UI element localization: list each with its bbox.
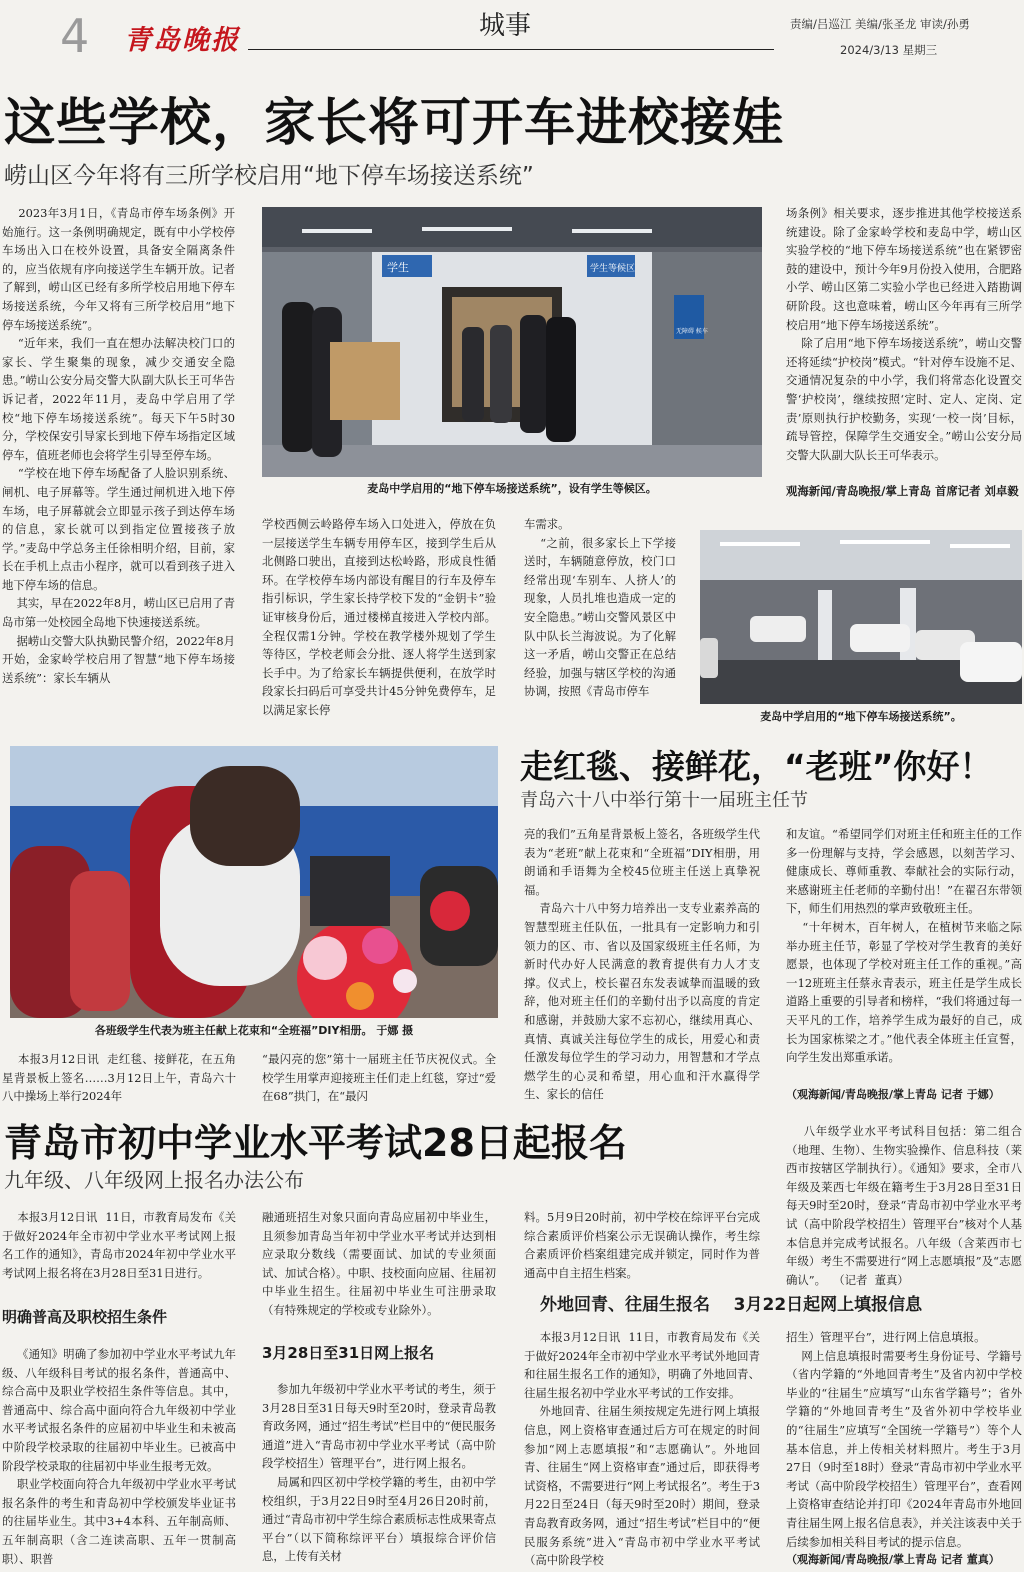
photo1-waiting-area — [262, 207, 762, 477]
photo1-sign-left: 学生 — [387, 261, 409, 274]
issue-date: 2024/3/13 星期三 — [840, 43, 938, 57]
article2-photo — [10, 746, 498, 1018]
article2-photo-caption: 各班级学生代表为班主任献上花束和“全班福”DIY相册。 于娜 摄 — [94, 1024, 414, 1037]
masthead-rule — [248, 49, 774, 50]
article3-subhead-2: 3月28日至31日网上报名 — [262, 1344, 435, 1362]
editor-credits: 责编/吕巡江 美编/张圣龙 审读/孙勇 — [790, 17, 970, 31]
article1-col3: 车需求。 “之前，很多家长上下学接送时，车辆随意停放，校门口经常出现‘车别车、人挤人’的现象，人员扎堆也造成一定的安全隐患。”崂山交警风景区中队中队长兰海波说。为了化解这一矛盾，崂山交警正在总结经验，加强与辖区学校的沟通协调，按照《青岛市停车 — [524, 517, 676, 699]
article1-col4: 场条例》相关要求，逐步推进其他学校接送系统建设。除了金家岭学校和麦岛中学，崂山区实验学校的“地下停车场接送系统”也在紧锣密鼓的建设中，预计今年9月份投入使用，合肥路小学、崂山区第二实验小学也已经进入踏勘调研阶段。这也意味着，崂山区今年再有三所学校启用“地下停车场接送系统”。 除了启用“地下停车场接送系统”，崂山交警还将延续“护校岗”模式。“针对停车设施不足、交通情况复杂的中小学，我们将常态化设置交警‘护校岗’，继续按照‘定时、定人、定岗、定责’原则执行护校勤务，实现‘一校一岗’目标，疏导管控，保障学生交通安全。”崂山公安分局交警大队副大队长王可华表示。 — [786, 206, 1022, 462]
photo1-sign-right: 学生等候区 — [590, 264, 636, 274]
article2-col3: 亮的我们”五角星背景板上签名，各班级学生代表为“老班”献上花束和“全班福”DIY相册，用朗诵和手语舞为全校45位班主任送上真挚祝福。 青岛六十八中努力培养出一支专业素养高的智慧型班主任队伍，一批具有一定影响力和引领力的区、市、省以及国家级班主任名师，为新时代办好人民满意的教育提供有力人才支撑。仪式上，校长翟召东发表诚挚而温暖的致辞，他对班主任们的辛勤付出予以高度的肯定和感谢，并鼓励大家不忘初心，继续用真心、真情、真诚关注每位学生的成长，用爱心和责任激发每位学生的学习动力，用智慧和才学点燃学生的心灵和希望，用心血和汗水赢得学生、家长的信任 — [524, 827, 760, 1102]
article2-col1: 本报3月12日讯 走红毯、接鲜花，在五角星背景板上签名……3月12日上午，青岛六十八中操场上举行2024年 — [2, 1052, 236, 1104]
article1-photo1-caption: 麦岛中学启用的“地下停车场接送系统”，设有学生等候区。 — [367, 482, 657, 495]
article3-col1-body: 《通知》明确了参加初中学业水平考试九年级、八年级科目考试的报名条件，普通高中、综合高中及职业学校招生条件等信息。其中，普通高中、综合高中面向符合九年级初中学业水平考试报名条件的应届初中毕业生和未被高中阶段学校录取的往届初中毕业生。已被高中阶段学校录取的往届初中毕业生报考无效。 职业学校面向符合九年级初中学业水平考试报名条件的考生和青岛初中学校颁发毕业证书的往届毕业生。其中3+4本科、五年制高师、五年制高职（含二连读高职、五年一贯制高职）、职普 — [2, 1347, 236, 1566]
article1-byline: 观海新闻/青岛晚报/掌上青岛 首席记者 刘卓毅 — [786, 484, 1019, 498]
article1-photo2 — [700, 530, 1022, 704]
photo2-parking-lot — [700, 530, 1022, 704]
article1-col2: 学校西侧云岭路停车场入口处进入，停放在负一层接送学生车辆专用停车区，接到学生后从北侧路口驶出，直接到达松岭路，形成良性循环。在学校停车场内部设有醒目的行车及停车指引标识，学生家长持学校下发的“金钥卡”验证审核身份后，通过楼梯直接进入学校内部。全程仅需1分钟。学校在教学楼外规划了学生等待区，学校老师会分批、逐人将学生送到家长手中。为了给家长车辆提供便利，在放学时段家长扫码后可享受共计45分钟免费停车，足以满足家长停 — [262, 517, 496, 717]
masthead — [0, 0, 1024, 74]
page-number: 4 — [60, 9, 90, 63]
article2-headline: 走红毯、接鲜花，“老班”你好！ — [520, 747, 993, 786]
article3-col1-lead: 本报3月12日讯 11日，市教育局发布《关于做好2024年全市初中学业水平考试网上报名工作的通知》，青岛市2024年初中学业水平考试网上报名将在3月28日至31日进行。 — [2, 1210, 236, 1280]
article3-col2-body: 参加九年级初中学业水平考试的考生，须于3月28日至31日每天9时至20时，登录青岛教育政务网，通过“招生考试”栏目中的“便民服务通道”进入“青岛市初中学业水平考试（高中阶段学校招生）管理平台”，进行网上报名。 局属和四区初中学校学籍的考生，由初中学校组织，于3月22日9时至4月26日20时前，通过“青岛市初中学生综合素质标志性成果寄点平台”（以下简称综评平台）填报综合评价信息，上传有关材 — [262, 1382, 496, 1564]
article2-col2: “最闪亮的您”第十一届班主任节庆祝仪式。全校学生用掌声迎接班主任们走上红毯，穿过“爱在68”拱门，在“最闪 — [262, 1052, 496, 1104]
article1-photo1 — [262, 207, 762, 477]
article3-subhead: 九年级、八年级网上报名办法公布 — [4, 1168, 304, 1192]
article3-col4-top: 八年级学业水平考试科目包括：第二组合（地理、生物）、生物实验操作、信息科技（莱西市按辖区学制执行）。《通知》要求，全市八年级及莱西七年级在籍考生于3月28日至31日每天9时至20时，登录“青岛市初中学业水平考试（高中阶段学校招生）管理平台”核对个人基本信息并完成考试报名。八年级（含莱西市七年级）考生不需要进行“网上志愿填报”及“志愿确认”。 （记者 董真） — [786, 1124, 1022, 1287]
article1-col1: 2023年3月1日，《青岛市停车场条例》开始施行。这一条例明确规定，既有中小学校停车场出入口在校外设置，具备安全隔离条件的，应当依规有序向接送学生车辆开放。记者了解到，崂山区已经有多所学校启用地下停车场接送系统，今年又将有三所学校启用“地下停车场接送系统”。 “近年来，我们一直在想办法解决校门口的家长、学生聚集的现象，减少交通安全隐患。”崂山公安分局交警大队副大队长王可华告诉记者，2022年11月，麦岛中学启用了学校“地下停车场接送系统”。每天下午5时30分，学校保安引导家长到地下停车场指定区域停车，值班老师也会将学生引导至停车场。 “学校在地下停车场配备了人脸识别系统、闸机、电子屏幕等。学生通过闸机进入地下停车场，电子屏幕就会立即显示孩子到达停车场的信息，家长就可以到指定位置接孩子放学。”麦岛中学总务主任徐相明介绍，目前，家长在手机上点击小程序，就可以看到孩子进入地下停车场的信息。 其实，早在2022年8月，崂山区已启用了青岛市第一处校园全岛地下快速接送系统。 据崂山交警大队执勤民警介绍，2022年8月开始，金家岭学校启用了智慧“地下停车场接送系统”：家长车辆从 — [2, 206, 235, 685]
article3-subhead-1: 明确普高及职校招生条件 — [2, 1308, 168, 1326]
article3-col3-top: 料。5月9日20时前，初中学校在综评平台完成综合素质评价档案公示无误确认操作，考生综合素质评价档案组建完成并锁定，同时作为普通高中自主招生档案。 — [524, 1210, 760, 1280]
article2-byline: （观海新闻/青岛晚报/掌上青岛 记者 于娜） — [786, 1088, 1000, 1101]
article3-subhead-3: 外地回青、往届生报名 3月22日起网上填报信息 — [540, 1295, 923, 1315]
article2-col4: 和友谊。“希望同学们对班主任和班主任的工作多一份理解与支持，学会感恩，以刻苦学习、健康成长、尊师重教、奉献社会的实际行动，来感谢班主任老师的辛勤付出！”在翟召东带领下，师生们用热烈的掌声致敬班主任。 “十年树木，百年树人，在植树节来临之际举办班主任节，彰显了学校对学生教育的美好愿景，也体现了学校对班主任工作的重视。”高一12班班主任蔡永青表示，班主任是学生成长道路上重要的引导者和榜样，“我们将通过每一天平凡的工作，培养学生成为最好的自己，成长为国家栋梁之才。”他代表全体班主任宣誓，向学生发出郑重承诺。 — [786, 827, 1022, 1065]
article3-col3-body: 本报3月12日讯 11日，市教育局发布《关于做好2024年全市初中学业水平考试外地回青和往届生报名工作的通知》，明确了外地回青、往届生报名初中学业水平考试的工作安排。 外地回青、往届生须按规定先进行网上填报信息，网上资格审查通过后方可在规定的时间参加“网上志愿填报”和“志愿确认”。外地回青、往届生“网上资格审查”通过后，即获得考试资格，不需要进行“网上考试报名”。考生于3月22日至24日（每天9时至20时）期间，登录青岛教育政务网，通过“招生考试”栏目中的“便民服务系统”进入“青岛市初中学业水平考试（高中阶段学校 — [524, 1330, 760, 1568]
section-title: 城事 — [478, 11, 531, 41]
article1-subhead: 崂山区今年将有三所学校启用“地下停车场接送系统” — [4, 163, 534, 189]
article1-photo2-caption: 麦岛中学启用的“地下停车场接送系统”。 — [760, 710, 962, 723]
photo-flower-ceremony — [10, 746, 498, 1018]
article1-headline: 这些学校，家长将可开车进校接娃 — [4, 94, 785, 153]
article3-headline: 青岛市初中学业水平考试28日起报名 — [4, 1121, 627, 1165]
article3-byline: （观海新闻/青岛晚报/掌上青岛 记者 董真） — [786, 1553, 1000, 1566]
newspaper-logo: 青岛晚报 — [124, 25, 240, 56]
article3-col4-body: 招生）管理平台”，进行网上信息填报。 网上信息填报时需要考生身份证号、学籍号（省内学籍的“外地回青考生”及省内初中学校毕业的“往届生”应填写“山东省学籍号”；省外学籍的“外地回青考生”及省外初中学校毕业的“往届生”应填写“全国统一学籍号”）等个人基本信息，并上传相关材料照片。考生于3月27日（9时至18时）登录“青岛市初中学业水平考试（高中阶段学校招生）管理平台”，查看网上资格审查结论并打印《2024年青岛市外地回青往届生网上报名信息表》，并关注该表中关于后续参加相关科目考试的提示信息。 — [786, 1330, 1022, 1549]
article2-subhead: 青岛六十八中举行第十一届班主任节 — [520, 790, 808, 811]
photo1-sign-accessible: 无障碍 候车 — [676, 328, 708, 335]
article3-col2-top: 融通班招生对象只面向青岛应届初中毕业生，且须参加青岛当年初中学业水平考试并达到相应录取分数线（需要面试、加试的专业须面试、加试合格）。中职、技校面向应届、往届初中毕业生招生。往届初中毕业生可注册录取（有特殊规定的学校或专业除外）。 — [262, 1210, 496, 1317]
